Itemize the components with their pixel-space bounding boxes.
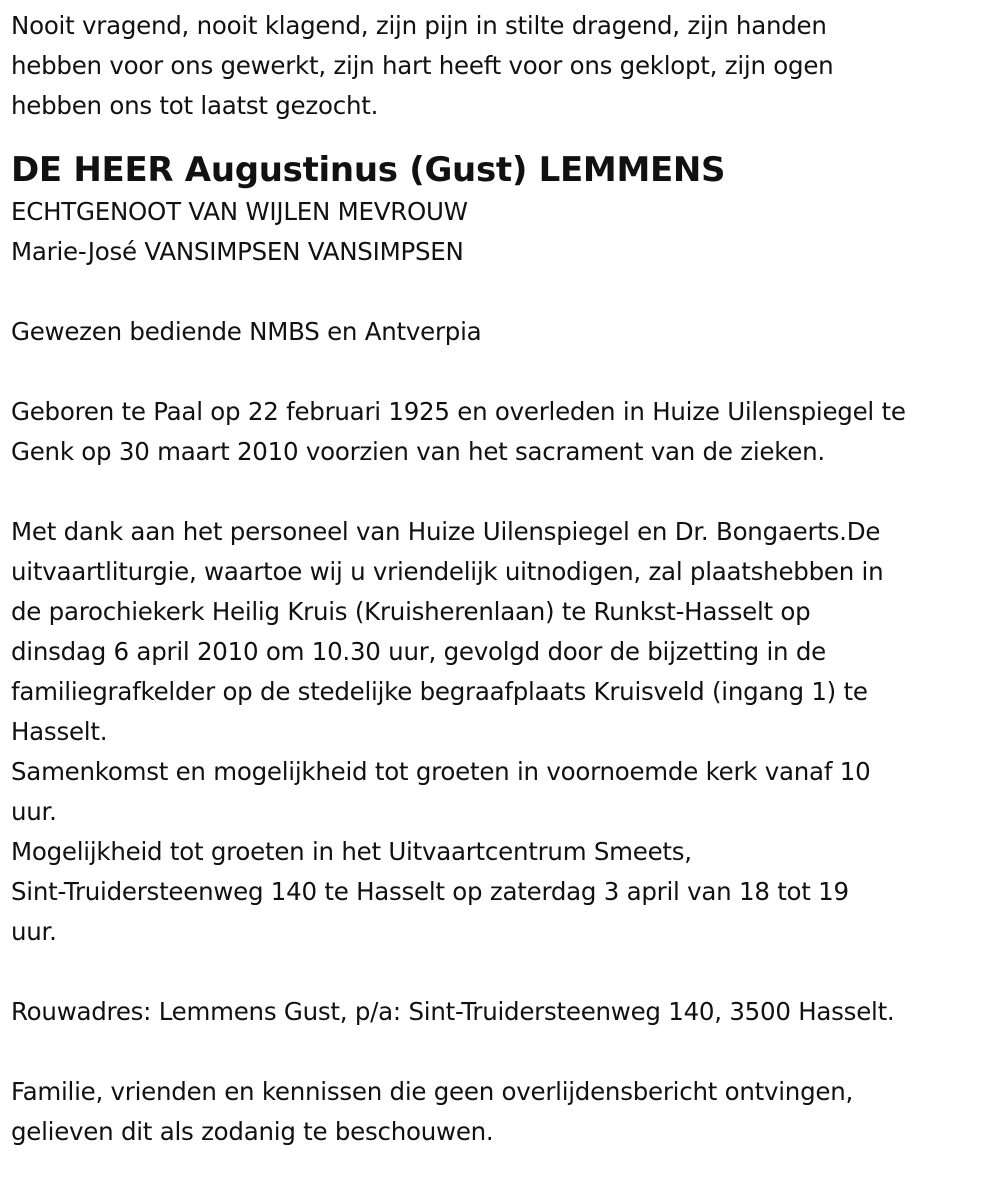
birth-death-line: Geboren te Paal op 22 februari 1925 en overleden in Huize Uilenspiegel te [11, 397, 906, 426]
mourning-address: Rouwadres: Lemmens Gust, p/a: Sint-Truidersteenweg 140, 3500 Hasselt. [11, 997, 895, 1026]
birth-death-section [11, 392, 990, 472]
deceased-section [11, 148, 990, 272]
intro-line: Nooit vragend, nooit klagend, zijn pijn in stilte dragend, zijn handen [11, 11, 827, 40]
birth-death-line: Genk op 30 maart 2010 voorzien van het sacrament van de zieken. [11, 437, 825, 466]
intro-poem [11, 6, 990, 126]
closing-line: Familie, vrienden en kennissen die geen overlijdensbericht ontvingen, [11, 1077, 854, 1106]
funeral-line: uitvaartliturgie, waartoe wij u vriendelijk uitnodigen, zal plaatshebben in [11, 557, 884, 586]
closing-line: gelieven dit als zodanig te beschouwen. [11, 1117, 494, 1146]
visitation-line: Mogelijkheid tot groeten in het Uitvaartcentrum Smeets, [11, 837, 692, 866]
funeral-line: de parochiekerk Heilig Kruis (Kruisherenlaan) te Runkst-Hasselt op [11, 597, 811, 626]
funeral-line: dinsdag 6 april 2010 om 10.30 uur, gevolgd door de bijzetting in de [11, 637, 826, 666]
closing-section [11, 1072, 990, 1152]
intro-line: hebben ons tot laatst gezocht. [11, 91, 379, 120]
visitation-line: Sint-Truidersteenweg 140 te Hasselt op zaterdag 3 april van 18 tot 19 [11, 877, 849, 906]
intro-line: hebben voor ons gewerkt, zijn hart heeft voor ons geklopt, zijn ogen [11, 51, 834, 80]
gathering-line: Samenkomst en mogelijkheid tot groeten in voornoemde kerk vanaf 10 [11, 757, 871, 786]
funeral-section [11, 512, 990, 952]
funeral-line: familiegrafkelder op de stedelijke begraafplaats Kruisveld (ingang 1) te [11, 677, 868, 706]
deceased-name: DE HEER Augustinus (Gust) LEMMENS [11, 150, 726, 190]
spouse-name: Marie-José VANSIMPSEN VANSIMPSEN [11, 237, 464, 266]
funeral-line: Met dank aan het personeel van Huize Uilenspiegel en Dr. Bongaerts.De [11, 517, 881, 546]
address-section [11, 992, 990, 1032]
spouse-title: ECHTGENOOT VAN WIJLEN MEVROUW [11, 197, 468, 226]
gathering-line: uur. [11, 797, 57, 826]
occupation-text: Gewezen bediende NMBS en Antverpia [11, 317, 482, 346]
funeral-line: Hasselt. [11, 717, 108, 746]
visitation-line: uur. [11, 917, 57, 946]
occupation-section [11, 312, 990, 352]
